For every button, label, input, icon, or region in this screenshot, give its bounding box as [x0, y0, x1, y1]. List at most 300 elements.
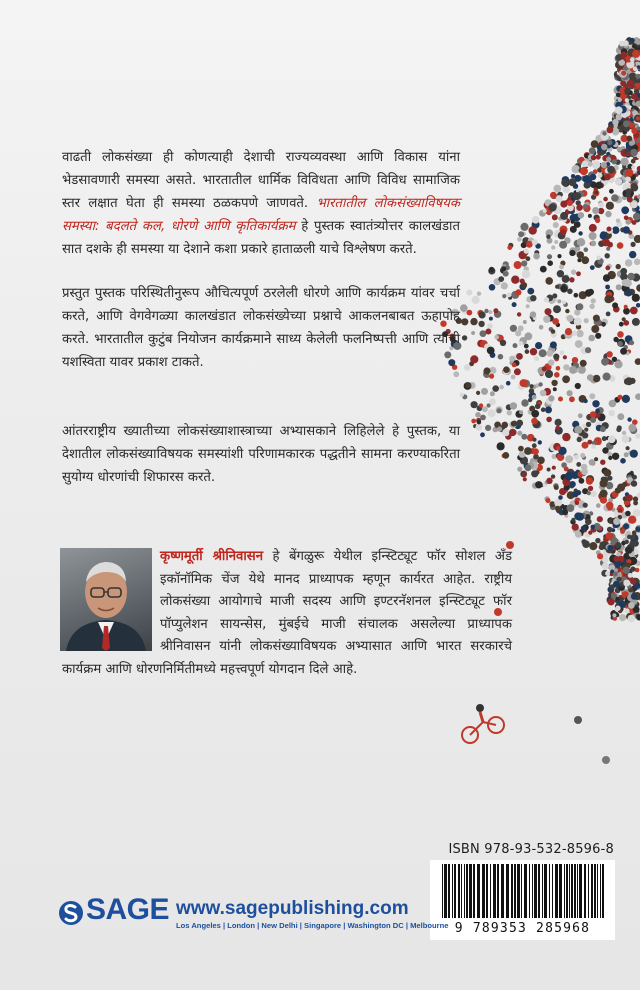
- crowd-person: [626, 495, 633, 502]
- crowd-person: [592, 400, 599, 407]
- crowd-person: [621, 52, 628, 59]
- crowd-person: [526, 256, 531, 261]
- barcode-bar: [501, 864, 504, 918]
- crowd-person: [548, 395, 554, 401]
- crowd-person: [510, 325, 517, 332]
- barcode-bar: [464, 864, 465, 918]
- crowd-person: [471, 331, 475, 335]
- crowd-person: [565, 455, 573, 463]
- crowd-person: [494, 335, 499, 340]
- barcode-bar: [482, 864, 485, 918]
- crowd-person: [485, 425, 491, 431]
- crowd-person: [595, 218, 600, 223]
- barcode-bar: [448, 864, 450, 918]
- crowd-person: [511, 276, 519, 284]
- crowd-person: [555, 419, 562, 426]
- crowd-person: [559, 241, 567, 249]
- crowd-person: [579, 478, 585, 484]
- barcode-bar: [544, 864, 547, 918]
- crowd-person: [489, 284, 496, 291]
- crowd-person: [620, 348, 627, 355]
- crowd-person: [528, 398, 532, 402]
- crowd-person: [531, 470, 538, 477]
- crowd-person: [500, 340, 506, 346]
- barcode-bar: [477, 864, 480, 918]
- crowd-person: [562, 510, 568, 516]
- crowd-person: [632, 294, 640, 302]
- crowd-person: [623, 121, 630, 128]
- crowd-person: [574, 426, 582, 434]
- crowd-person: [530, 384, 534, 388]
- crowd-person: [630, 579, 636, 585]
- barcode-bar: [521, 864, 522, 918]
- crowd-person: [612, 119, 618, 125]
- crowd-person: [591, 325, 599, 333]
- crowd-person: [541, 407, 546, 412]
- crowd-person: [589, 224, 597, 232]
- crowd-person: [563, 355, 567, 359]
- crowd-person: [574, 317, 582, 325]
- book-title-highlight: भारतातील लोकसंख्याविषयक समस्या: बदलते कल, धोरणे आणि कृतिकार्यक्रम: [62, 196, 460, 234]
- crowd-person: [631, 242, 636, 247]
- crowd-person: [506, 381, 511, 386]
- crowd-person: [624, 452, 629, 457]
- crowd-person: [616, 597, 620, 601]
- crowd-person: [578, 231, 582, 235]
- crowd-person: [597, 516, 603, 522]
- crowd-person: [590, 174, 596, 180]
- crowd-person: [631, 480, 637, 486]
- crowd-person: [567, 315, 574, 322]
- crowd-person: [522, 270, 530, 278]
- crowd-person: [511, 421, 517, 427]
- barcode-bar: [469, 864, 472, 918]
- crowd-person: [625, 511, 631, 517]
- crowd-person: [554, 372, 560, 378]
- crowd-person: [477, 292, 481, 296]
- crowd-person: [616, 93, 621, 98]
- crowd-person: [537, 457, 545, 465]
- crowd-person: [605, 285, 610, 290]
- crowd-person: [552, 466, 556, 470]
- crowd-person: [557, 254, 561, 258]
- crowd-person: [526, 304, 530, 308]
- crowd-person: [583, 175, 591, 183]
- crowd-person: [571, 174, 575, 178]
- crowd-person: [626, 531, 631, 536]
- crowd-person: [635, 393, 640, 400]
- crowd-person: [546, 235, 550, 239]
- crowd-person: [589, 393, 595, 399]
- publisher-cities: Los Angeles | London | New Delhi | Singapore | Washington DC | Melbourne: [176, 921, 449, 930]
- crowd-person: [577, 437, 582, 442]
- crowd-person: [636, 116, 640, 120]
- crowd-person: [497, 426, 502, 431]
- crowd-person: [533, 253, 540, 260]
- crowd-person: [553, 387, 557, 391]
- crowd-person: [523, 320, 527, 324]
- blurb-paragraph-3: [62, 420, 460, 489]
- crowd-person: [585, 518, 592, 525]
- barcode-bar: [497, 864, 499, 918]
- crowd-person: [628, 602, 635, 609]
- crowd-person: [567, 504, 575, 512]
- crowd-person: [576, 462, 581, 467]
- crowd-person: [550, 341, 557, 348]
- crowd-person: [633, 66, 638, 71]
- crowd-person: [614, 360, 622, 368]
- crowd-person: [553, 305, 561, 313]
- crowd-person: [600, 479, 608, 487]
- crowd-person: [524, 344, 529, 349]
- crowd-person: [581, 539, 586, 544]
- crowd-person: [619, 322, 624, 327]
- crowd-person: [578, 413, 583, 418]
- crowd-person: [532, 438, 536, 442]
- crowd-person: [555, 285, 559, 289]
- crowd-person: [607, 227, 612, 232]
- crowd-person: [622, 395, 630, 403]
- crowd-person: [577, 251, 584, 258]
- crowd-person: [589, 304, 594, 309]
- crowd-person: [577, 238, 585, 246]
- crowd-person: [606, 247, 610, 251]
- crowd-person: [612, 453, 619, 460]
- crowd-person: [601, 144, 607, 150]
- crowd-person: [606, 312, 611, 317]
- crowd-person: [548, 359, 554, 365]
- crowd-person: [612, 302, 618, 308]
- crowd-person: [583, 204, 588, 209]
- crowd-person: [587, 491, 591, 495]
- barcode-bar: [566, 864, 568, 918]
- crowd-person: [562, 433, 570, 441]
- barcode-bar: [517, 864, 520, 918]
- barcode-bar: [506, 864, 509, 918]
- crowd-person: [556, 446, 560, 450]
- crowd-person: [576, 303, 583, 310]
- crowd-person: [605, 253, 610, 258]
- crowd-person: [588, 486, 593, 491]
- barcode-bar: [452, 864, 453, 918]
- crowd-person: [604, 469, 612, 477]
- crowd-person: [622, 279, 629, 286]
- crowd-person: [502, 429, 510, 437]
- crowd-person: [591, 444, 596, 449]
- crowd-person: [597, 256, 601, 260]
- crowd-person: [612, 159, 617, 164]
- crowd-person: [625, 290, 632, 297]
- crowd-person: [560, 350, 565, 355]
- crowd-person: [590, 241, 596, 247]
- crowd-person: [575, 531, 582, 538]
- crowd-person: [583, 399, 587, 403]
- crowd-person: [520, 379, 528, 387]
- crowd-person: [621, 71, 626, 76]
- crowd-person: [604, 174, 611, 181]
- crowd-person: [625, 219, 630, 224]
- crowd-person: [623, 580, 630, 587]
- crowd-person: [591, 155, 596, 160]
- crowd-person: [626, 136, 632, 142]
- crowd-person: [489, 398, 496, 405]
- crowd-person: [560, 212, 568, 220]
- barcode-bar: [559, 864, 562, 918]
- crowd-person: [476, 391, 480, 395]
- crowd-person: [596, 154, 601, 159]
- crowd-person: [606, 202, 614, 210]
- barcode-bar: [564, 864, 565, 918]
- barcode-bar: [591, 864, 593, 918]
- crowd-person: [603, 197, 608, 202]
- crowd-person: [488, 409, 496, 417]
- crowd-person: [588, 335, 595, 342]
- crowd-person: [510, 402, 517, 409]
- crowd-person: [620, 529, 625, 534]
- crowd-person: [615, 106, 623, 114]
- crowd-person: [543, 209, 547, 213]
- barcode-bar: [538, 864, 540, 918]
- crowd-person: [553, 222, 559, 228]
- crowd-person: [626, 152, 630, 156]
- crowd-person: [521, 242, 527, 248]
- crowd-person: [626, 193, 631, 198]
- crowd-person: [595, 333, 601, 339]
- crowd-person: [632, 44, 636, 48]
- crowd-person: [627, 273, 635, 281]
- crowd-person: [588, 214, 592, 218]
- crowd-person: [489, 317, 493, 321]
- crowd-person: [572, 524, 579, 531]
- crowd-person: [509, 429, 516, 436]
- crowd-person: [630, 149, 637, 156]
- crowd-person: [567, 200, 573, 206]
- author-bio: [62, 546, 512, 681]
- barcode-bar: [597, 864, 598, 918]
- crowd-person: [569, 250, 575, 256]
- crowd-person: [578, 212, 584, 218]
- crowd-person: [572, 491, 578, 497]
- crowd-person: [608, 435, 616, 443]
- crowd-person: [609, 410, 615, 416]
- crowd-person: [538, 440, 542, 444]
- crowd-person: [574, 455, 579, 460]
- crowd-person: [602, 436, 607, 441]
- crowd-person: [600, 232, 607, 239]
- crowd-person: [561, 179, 569, 187]
- crowd-person: [581, 469, 588, 476]
- crowd-person: [467, 310, 473, 316]
- crowd-person: [603, 373, 611, 381]
- crowd-person: [492, 385, 499, 392]
- crowd-person: [567, 289, 573, 295]
- crowd-person: [569, 396, 575, 402]
- crowd-person: [589, 147, 596, 154]
- crowd-person: [545, 277, 553, 285]
- crowd-person: [501, 266, 506, 271]
- barcode-bar: [569, 864, 570, 918]
- crowd-person: [569, 366, 577, 374]
- barcode-bar: [577, 864, 578, 918]
- crowd-person: [569, 277, 574, 282]
- crowd-person: [574, 293, 579, 298]
- crowd-person: [512, 302, 517, 307]
- crowd-person: [485, 329, 491, 335]
- crowd-person: [622, 317, 626, 321]
- crowd-person: [593, 315, 600, 322]
- crowd-person: [602, 447, 608, 453]
- crowd-person: [475, 424, 482, 431]
- crowd-person: [636, 303, 640, 308]
- crowd-person: [616, 284, 622, 290]
- crowd-person: [605, 266, 610, 271]
- crowd-person: [531, 418, 538, 425]
- crowd-person: [582, 424, 586, 428]
- crowd-person: [518, 446, 524, 452]
- crowd-person: [517, 467, 522, 472]
- crowd-person: [602, 131, 606, 135]
- crowd-person: [631, 165, 635, 169]
- crowd-person: [487, 323, 493, 329]
- lone-figure: [574, 716, 582, 724]
- crowd-person: [515, 330, 521, 336]
- crowd-person: [628, 424, 636, 432]
- barcode-digits: 9 789353 285968: [430, 918, 615, 940]
- crowd-person: [576, 204, 583, 211]
- barcode-bar: [579, 864, 582, 918]
- crowd-person: [587, 374, 594, 381]
- crowd-person: [471, 419, 476, 424]
- crowd-person: [520, 279, 525, 284]
- crowd-person: [546, 417, 552, 423]
- crowd-person: [519, 341, 524, 346]
- crowd-person: [478, 321, 484, 327]
- crowd-person: [534, 356, 539, 361]
- crowd-person: [489, 267, 494, 272]
- crowd-person: [631, 593, 638, 600]
- crowd-person: [591, 525, 596, 530]
- crowd-person: [633, 213, 640, 221]
- publisher-url[interactable]: www.sagepublishing.com: [176, 898, 409, 919]
- crowd-person: [571, 220, 575, 224]
- barcode-bar: [454, 864, 456, 918]
- crowd-person: [607, 166, 615, 174]
- crowd-person: [613, 337, 618, 342]
- crowd-person: [517, 312, 521, 316]
- barcode-bar: [588, 864, 589, 918]
- crowd-person: [574, 512, 582, 520]
- crowd-person: [540, 390, 547, 397]
- crowd-person: [623, 40, 629, 46]
- crowd-person: [530, 295, 536, 301]
- crowd-person: [572, 331, 578, 337]
- crowd-person: [517, 237, 522, 242]
- crowd-person: [497, 408, 502, 413]
- crowd-person: [507, 245, 512, 250]
- crowd-person: [460, 393, 464, 397]
- crowd-person: [585, 347, 591, 353]
- crowd-person: [552, 214, 558, 220]
- barcode-bar: [524, 864, 527, 918]
- crowd-person: [590, 417, 596, 423]
- crowd-person: [633, 509, 640, 517]
- crowd-person: [627, 535, 631, 539]
- crowd-person: [539, 325, 544, 330]
- crowd-person: [613, 581, 620, 588]
- crowd-person: [562, 375, 570, 383]
- crowd-person: [480, 415, 486, 421]
- barcode-bar: [511, 864, 513, 918]
- crowd-person: [623, 523, 629, 529]
- crowd-person: [498, 354, 504, 360]
- crowd-person: [607, 140, 612, 145]
- crowd-person: [529, 226, 537, 234]
- crowd-person: [502, 452, 509, 459]
- blurb-para1-end: हे पुस्तक स्वातंत्र्योत्तर कालखंडात सात दशके ही समस्या या देशाने कशा प्रकारे हाताळली याचे विश्लेषण करते.: [62, 219, 460, 257]
- crowd-person: [558, 495, 563, 500]
- crowd-person: [562, 275, 570, 283]
- crowd-person: [602, 563, 609, 570]
- crowd-person: [634, 235, 640, 243]
- crowd-person: [527, 288, 534, 295]
- crowd-person: [489, 374, 494, 379]
- crowd-person: [588, 162, 593, 167]
- crowd-person: [626, 547, 633, 554]
- crowd-person: [595, 538, 600, 543]
- barcode-bar: [549, 864, 550, 918]
- crowd-person: [584, 428, 588, 432]
- crowd-person: [507, 410, 512, 415]
- crowd-person: [488, 310, 492, 314]
- crowd-person: [529, 388, 534, 393]
- crowd-person: [545, 406, 552, 413]
- crowd-person: [622, 435, 630, 443]
- barcode-bar: [514, 864, 516, 918]
- blurb-paragraph-2: [62, 282, 460, 374]
- crowd-person: [600, 497, 607, 504]
- crowd-person: [548, 203, 556, 211]
- crowd-person: [590, 491, 597, 498]
- crowd-person: [598, 202, 604, 208]
- crowd-person: [617, 331, 624, 338]
- crowd-person: [584, 318, 589, 323]
- crowd-person: [601, 358, 609, 366]
- crowd-person: [522, 473, 527, 478]
- crowd-person: [470, 318, 477, 325]
- crowd-person: [517, 431, 522, 436]
- crowd-person: [535, 404, 541, 410]
- crowd-person: [617, 125, 621, 129]
- crowd-person: [634, 89, 639, 94]
- barcode-bars: [430, 860, 615, 920]
- crowd-person: [625, 540, 629, 544]
- crowd-person: [612, 613, 616, 617]
- crowd-person: [625, 259, 632, 266]
- crowd-person: [477, 420, 482, 425]
- crowd-person: [596, 503, 601, 508]
- crowd-person: [521, 434, 527, 440]
- crowd-person: [588, 531, 592, 535]
- crowd-person: [480, 330, 487, 337]
- crowd-person: [631, 184, 638, 191]
- crowd-person: [532, 239, 538, 245]
- crowd-person: [632, 220, 637, 225]
- crowd-person: [547, 254, 552, 259]
- crowd-person: [589, 232, 597, 240]
- crowd-person: [551, 329, 556, 334]
- crowd-person: [547, 260, 553, 266]
- crowd-person: [502, 422, 509, 429]
